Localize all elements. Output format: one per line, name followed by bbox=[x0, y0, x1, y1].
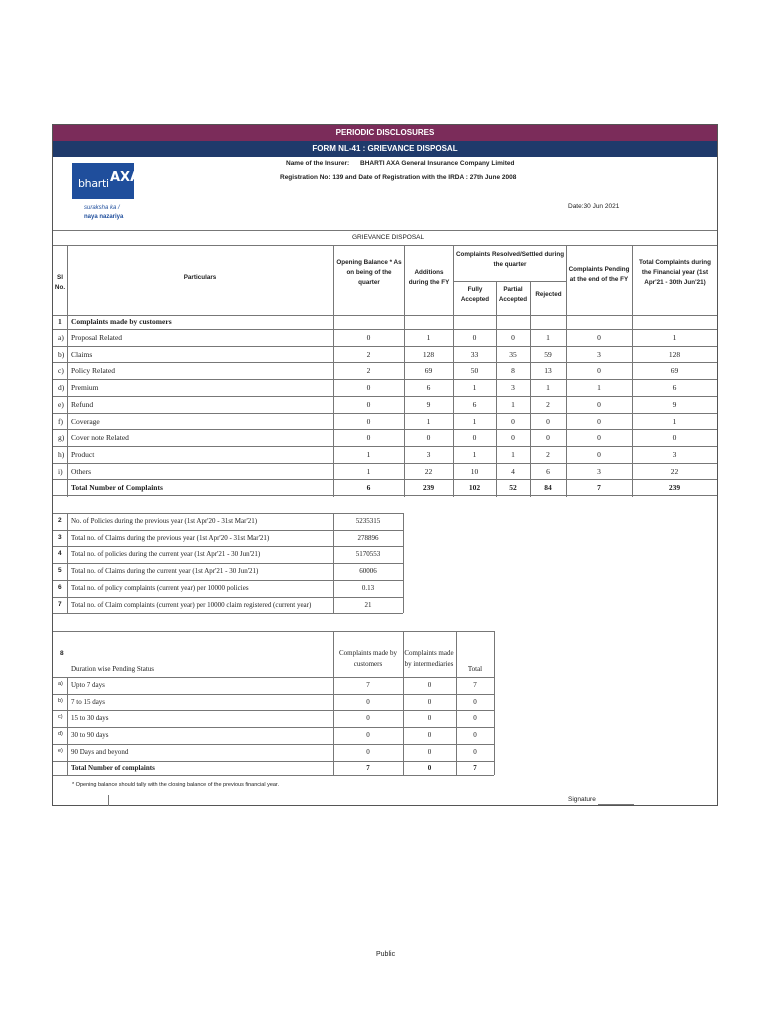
row-label: 7 to 15 days bbox=[71, 697, 106, 706]
total-value: 0 bbox=[427, 763, 432, 772]
row-value: 0 bbox=[597, 366, 601, 376]
row-value: 0 bbox=[366, 747, 370, 756]
row-value: 7 bbox=[366, 681, 370, 689]
row-divider bbox=[53, 727, 494, 728]
row-value: 278896 bbox=[357, 533, 379, 542]
row-value: 69 bbox=[424, 366, 433, 376]
row-divider bbox=[53, 362, 717, 363]
row-value: 0 bbox=[597, 333, 601, 342]
col-resolved-header: Complaints Resolved/Settled during the quarter bbox=[455, 251, 565, 268]
total-value: 6 bbox=[366, 483, 371, 493]
col-pending-header: Complaints Pending at the end of the FY bbox=[568, 266, 630, 283]
row-number: 5 bbox=[58, 567, 62, 575]
row-value: 0 bbox=[366, 697, 370, 706]
row-value: 3 bbox=[426, 449, 431, 459]
row-label: Premium bbox=[71, 383, 99, 393]
row-value: 0 bbox=[427, 747, 432, 756]
row-label: No. of Policies during the previous year (1st Apr'20 - 31st Mar'21) bbox=[71, 517, 258, 525]
col-total-header: Total bbox=[467, 665, 483, 673]
signature-line[interactable] bbox=[598, 804, 634, 805]
row-value: 22 bbox=[424, 466, 433, 476]
section-heading: Duration wise Pending Status bbox=[71, 665, 155, 673]
row-label: Total no. of Claim complaints (current year) per 10000 claim registered (current year) bbox=[71, 600, 312, 609]
row-value: 1 bbox=[511, 449, 515, 459]
row-value: 0 bbox=[597, 399, 601, 409]
row-value: 0 bbox=[511, 433, 515, 443]
row-index: c) bbox=[58, 714, 63, 721]
row-value: 33 bbox=[470, 349, 479, 359]
row-divider bbox=[53, 613, 403, 614]
row-divider bbox=[53, 563, 403, 564]
row-value: 10 bbox=[470, 466, 479, 476]
row-value: 1 bbox=[546, 333, 550, 342]
row-divider bbox=[53, 479, 717, 480]
row-divider bbox=[53, 463, 717, 464]
col-particulars-header: Particulars bbox=[183, 274, 217, 281]
grid-line bbox=[67, 513, 68, 613]
row-index: f) bbox=[58, 416, 63, 426]
total-value: 52 bbox=[509, 483, 517, 493]
row-value: 13 bbox=[544, 366, 552, 376]
row-value: 4 bbox=[511, 466, 515, 476]
row-value: 35 bbox=[509, 349, 517, 359]
row-label: Refund bbox=[71, 399, 94, 409]
report-date: Date:30 Jun 2021 bbox=[568, 203, 620, 210]
row-index: b) bbox=[58, 349, 65, 359]
row-value: 0 bbox=[546, 416, 550, 426]
row-value: 2 bbox=[546, 399, 550, 409]
row-value: 6 bbox=[546, 466, 550, 476]
row-value: 0 bbox=[366, 399, 371, 409]
row-index: e) bbox=[58, 747, 63, 754]
row-value: 3 bbox=[597, 466, 601, 476]
row-value: 50 bbox=[470, 366, 479, 376]
row-label: Policy Related bbox=[71, 366, 115, 376]
row-value: 69 bbox=[670, 366, 679, 376]
total-value: 7 bbox=[597, 483, 601, 493]
row-value: 0 bbox=[366, 333, 371, 342]
row-value: 5235315 bbox=[355, 517, 381, 525]
row-value: 9 bbox=[672, 399, 677, 409]
row-value: 6 bbox=[672, 383, 677, 393]
grid-line bbox=[403, 631, 404, 775]
row-index: e) bbox=[58, 399, 64, 409]
row-value: 3 bbox=[672, 449, 677, 459]
row-divider bbox=[53, 513, 403, 514]
grid-line bbox=[494, 631, 495, 775]
row-index: d) bbox=[58, 383, 65, 393]
row-value: 0 bbox=[427, 731, 432, 740]
total-label: Total Number of complaints bbox=[71, 763, 155, 772]
row-value: 0 bbox=[427, 714, 432, 723]
row-value: 7 bbox=[473, 681, 477, 689]
row-value: 0 bbox=[546, 433, 550, 443]
row-value: 0 bbox=[427, 681, 432, 689]
signature-label: Signature bbox=[568, 796, 596, 803]
row-value: 60006 bbox=[359, 567, 377, 576]
row-value: 1 bbox=[546, 383, 550, 393]
row-value: 0.13 bbox=[361, 583, 375, 592]
row-divider bbox=[53, 546, 403, 547]
row-value: 3 bbox=[511, 383, 515, 393]
row-value: 1 bbox=[597, 383, 601, 393]
row-index: a) bbox=[58, 333, 64, 342]
row-value: 6 bbox=[472, 399, 477, 409]
row-value: 1 bbox=[472, 383, 477, 393]
row-value: 8 bbox=[511, 366, 515, 376]
total-value: 7 bbox=[366, 763, 370, 772]
row-label: Total no. of policies during the current year (1st Apr'21 - 30 Jun'21) bbox=[71, 550, 261, 559]
row-divider bbox=[53, 379, 717, 380]
row-value: 1 bbox=[426, 416, 431, 426]
footnote: * Opening balance should tally with the closing balance of the previous financial year. bbox=[72, 782, 279, 788]
row-value: 1 bbox=[426, 333, 431, 342]
col-partial-header: Partial Accepted bbox=[498, 286, 528, 303]
grid-line bbox=[108, 795, 109, 806]
logo-tagline-1: suraksha ka / bbox=[84, 205, 120, 211]
row-label: Total no. of Claims during the previous year (1st Apr'20 - 31st Mar'21) bbox=[71, 533, 270, 542]
divider bbox=[53, 230, 717, 231]
row-label: Claims bbox=[71, 349, 93, 359]
row-value: 0 bbox=[366, 731, 370, 740]
row-label: Cover note Related bbox=[71, 433, 129, 443]
divider bbox=[53, 245, 717, 246]
row-value: 1 bbox=[472, 449, 477, 459]
total-value: 7 bbox=[473, 763, 477, 772]
row-value: 0 bbox=[366, 433, 371, 443]
row-value: 0 bbox=[427, 697, 432, 706]
row-label: Product bbox=[71, 449, 95, 459]
section-number: 1 bbox=[58, 317, 62, 326]
grid-line bbox=[403, 513, 404, 613]
row-divider bbox=[53, 413, 717, 414]
row-label: Total no. of policy complaints (current year) per 10000 policies bbox=[71, 583, 249, 592]
row-value: 0 bbox=[366, 714, 370, 723]
row-value: 0 bbox=[473, 731, 477, 740]
row-divider bbox=[53, 631, 494, 632]
total-value: 102 bbox=[468, 483, 481, 493]
row-value: 5170553 bbox=[355, 550, 381, 559]
grid-line bbox=[333, 631, 334, 775]
row-number: 7 bbox=[58, 600, 62, 608]
row-value: 3 bbox=[597, 349, 601, 359]
classification-label: Public bbox=[376, 951, 396, 958]
row-divider bbox=[53, 530, 403, 531]
row-value: 0 bbox=[472, 433, 477, 443]
row-value: 2 bbox=[546, 449, 550, 459]
row-value: 0 bbox=[597, 433, 601, 443]
row-label: 30 to 90 days bbox=[71, 731, 109, 740]
divider bbox=[453, 281, 566, 282]
row-divider bbox=[53, 429, 717, 430]
row-number: 3 bbox=[58, 533, 62, 541]
row-divider bbox=[53, 495, 717, 496]
row-label: 15 to 30 days bbox=[71, 714, 109, 723]
row-index: a) bbox=[58, 681, 63, 687]
row-index: d) bbox=[58, 731, 63, 738]
row-value: 128 bbox=[668, 349, 681, 359]
divider bbox=[53, 315, 717, 316]
row-value: 9 bbox=[426, 399, 431, 409]
col-rejected-header: Rejected bbox=[535, 291, 562, 298]
row-value: 0 bbox=[672, 433, 677, 443]
row-divider bbox=[53, 761, 494, 762]
row-value: 0 bbox=[511, 416, 515, 426]
row-index: h) bbox=[58, 449, 65, 459]
disclosure-title: PERIODIC DISCLOSURES bbox=[53, 125, 717, 141]
row-divider bbox=[53, 775, 494, 776]
logo-mark: AXA bbox=[110, 170, 141, 185]
row-divider bbox=[53, 694, 494, 695]
row-divider bbox=[53, 329, 717, 330]
row-value: 1 bbox=[472, 416, 477, 426]
row-index: b) bbox=[58, 697, 63, 704]
section-title: GRIEVANCE DISPOSAL bbox=[352, 234, 425, 241]
row-divider bbox=[53, 597, 403, 598]
row-index: g) bbox=[58, 433, 65, 443]
row-divider bbox=[53, 744, 494, 745]
row-value: 0 bbox=[511, 333, 515, 342]
row-value: 0 bbox=[366, 416, 371, 426]
section-number: 8 bbox=[60, 650, 64, 657]
col-sl-header: Sl No. bbox=[54, 274, 66, 291]
total-value: 239 bbox=[668, 483, 681, 493]
col-intermediaries-header: Complaints made by intermediaries bbox=[404, 649, 454, 668]
form-title: FORM NL-41 : GRIEVANCE DISPOSAL bbox=[53, 141, 717, 157]
col-additions-header: Additions during the FY bbox=[408, 269, 450, 286]
registration-info: Registration No: 139 and Date of Registration with the IRDA : 27th June 2008 bbox=[280, 174, 517, 181]
row-divider bbox=[53, 396, 717, 397]
row-value: 0 bbox=[472, 333, 477, 342]
row-value: 128 bbox=[422, 349, 435, 359]
row-number: 2 bbox=[58, 517, 62, 524]
insurer-name: BHARTI AXA General Insurance Company Limited bbox=[360, 160, 515, 167]
section-heading: Complaints made by customers bbox=[71, 317, 172, 326]
row-label: Upto 7 days bbox=[71, 681, 105, 689]
row-value: 59 bbox=[544, 349, 552, 359]
row-value: 1 bbox=[672, 333, 677, 342]
row-label: 90 Days and beyond bbox=[71, 747, 129, 756]
row-value: 1 bbox=[672, 416, 677, 426]
row-number: 4 bbox=[58, 550, 62, 558]
row-value: 1 bbox=[366, 466, 371, 476]
logo-tagline-2: naya nazariya bbox=[84, 214, 124, 220]
row-value: 1 bbox=[511, 399, 515, 409]
row-index: c) bbox=[58, 366, 64, 376]
row-value: 2 bbox=[366, 366, 371, 376]
total-label: Total Number of Complaints bbox=[71, 483, 163, 493]
row-value: 0 bbox=[597, 416, 601, 426]
total-value: 84 bbox=[544, 483, 552, 493]
row-value: 22 bbox=[670, 466, 679, 476]
row-divider bbox=[53, 677, 494, 678]
row-label: Others bbox=[71, 466, 91, 476]
row-value: 6 bbox=[426, 383, 431, 393]
row-value: 0 bbox=[473, 697, 477, 706]
row-value: 2 bbox=[366, 349, 371, 359]
col-opening-header: Opening Balance * As on being of the quarter bbox=[336, 259, 402, 286]
row-label: Total no. of Claims during the current year (1st Apr'21 - 30 Jun'21) bbox=[71, 567, 259, 576]
row-value: 21 bbox=[364, 600, 372, 609]
row-index: i) bbox=[58, 466, 63, 476]
row-value: 0 bbox=[473, 747, 477, 756]
row-value: 0 bbox=[597, 449, 601, 459]
grid-line bbox=[456, 631, 457, 775]
row-divider bbox=[53, 446, 717, 447]
col-fully-header: Fully Accepted bbox=[460, 286, 490, 303]
col-customers-header: Complaints made by customers bbox=[339, 649, 397, 668]
row-number: 6 bbox=[58, 583, 62, 591]
row-divider bbox=[53, 346, 717, 347]
row-value: 0 bbox=[473, 714, 477, 723]
total-value: 239 bbox=[422, 483, 435, 493]
row-value: 0 bbox=[366, 383, 371, 393]
row-value: 1 bbox=[366, 449, 371, 459]
row-label: Coverage bbox=[71, 416, 100, 426]
row-divider bbox=[53, 580, 403, 581]
grid-line bbox=[333, 513, 334, 613]
row-value: 0 bbox=[426, 433, 431, 443]
row-label: Proposal Related bbox=[71, 333, 123, 342]
logo-brand: bharti bbox=[78, 177, 109, 190]
grid-line bbox=[67, 677, 68, 775]
col-total-header: Total Complaints during the Financial year (1st Apr'21 - 30th Jun'21) bbox=[639, 259, 711, 286]
row-divider bbox=[53, 710, 494, 711]
insurer-label: Name of the Insurer: bbox=[286, 160, 350, 167]
